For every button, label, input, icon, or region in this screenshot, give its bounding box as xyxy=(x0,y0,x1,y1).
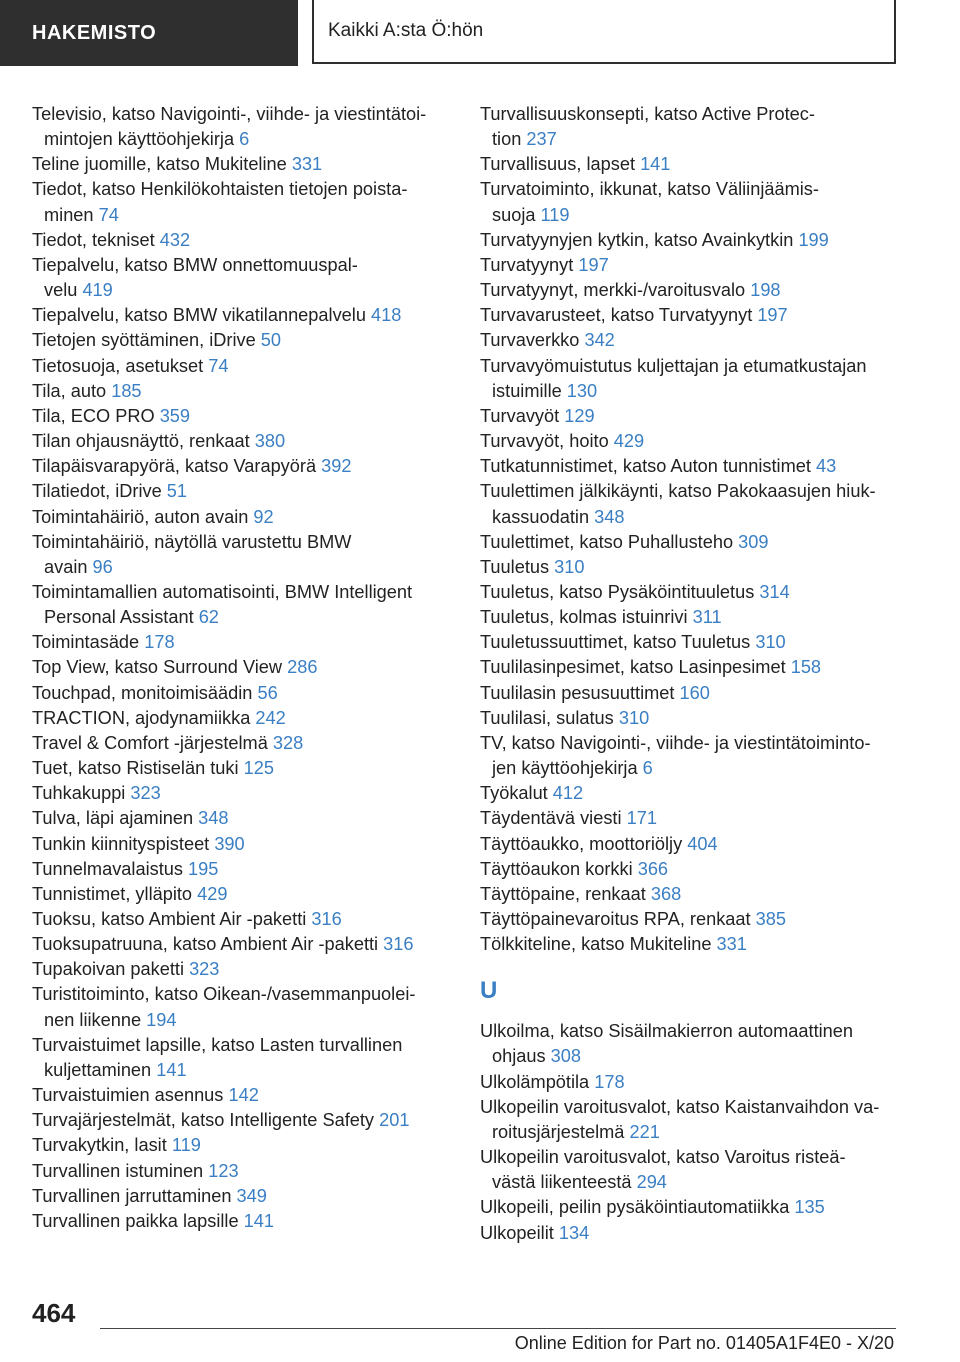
entry-text: Ulkoilma, katso Sisäilmakierron automaattinen xyxy=(480,1021,854,1042)
index-entry xyxy=(32,1184,462,1209)
entry-text: Turvallisuuskonsepti, katso Active Protec- xyxy=(480,104,815,124)
page-link[interactable]: 331 xyxy=(716,934,747,955)
entry-text: Täydentävä viesti xyxy=(480,808,622,829)
entry-text: Turvatyynyjen kytkin, katso Avainkytkin xyxy=(480,229,794,250)
page-link[interactable]: 62 xyxy=(198,607,219,628)
index-entry xyxy=(32,303,462,328)
entry-text: Tuet, katso Ristiselän tuki xyxy=(32,758,239,779)
entry-text: Tilapäisvarapyörä, katso Varapyörä xyxy=(32,456,317,477)
page-link[interactable]: 74 xyxy=(98,204,119,225)
index-entry xyxy=(32,1159,462,1184)
page-link[interactable]: 178 xyxy=(594,1071,625,1092)
entry-text: Tiepalvelu, katso BMW onnettomuuspal- xyxy=(32,254,358,275)
page-link[interactable]: 158 xyxy=(790,657,822,678)
entry-text: Tila, auto xyxy=(32,380,107,401)
entry-text: Turvatyynyt xyxy=(480,254,574,275)
entry-text: Tiedot, katso Henkilökohtaisten tietojen poista- xyxy=(32,179,408,200)
entry-text: Toimintasäde xyxy=(32,632,140,653)
page-link[interactable]: 119 xyxy=(540,204,570,225)
page-link[interactable]: 237 xyxy=(526,129,557,150)
entry-text: kassuodatin xyxy=(492,506,590,527)
footer-edition: Online Edition for Part no. 01405A1F4E0 - X/20 xyxy=(514,1333,894,1353)
index-entry xyxy=(32,655,462,680)
entry-text: TRACTION, ajodynamiikka xyxy=(32,707,251,728)
index-entry xyxy=(480,731,900,781)
entry-text: minen xyxy=(44,204,94,225)
page-link[interactable]: 308 xyxy=(550,1046,582,1067)
entry-text: Tuulilasi, sulatus xyxy=(480,707,614,728)
index-entry xyxy=(32,706,462,731)
index-entry xyxy=(32,102,462,152)
page-link[interactable]: 195 xyxy=(188,858,219,879)
page-link[interactable]: 429 xyxy=(613,431,645,452)
page-link[interactable]: 349 xyxy=(236,1185,267,1206)
index-entry xyxy=(480,278,900,303)
entry-text: mintojen käyttöohjekirja xyxy=(44,129,235,150)
page-link[interactable]: 404 xyxy=(687,833,718,854)
page-link[interactable]: 418 xyxy=(371,305,402,326)
page-link[interactable]: 221 xyxy=(629,1121,660,1142)
entry-text: Tutkatunnistimet, katso Auton tunnistimet xyxy=(480,456,811,477)
entry-text: Turvatoiminto, ikkunat, katso Väliinjäämis- xyxy=(480,179,819,200)
entry-text: Työkalut xyxy=(480,783,548,804)
entry-text: Tilan ohjausnäyttö, renkaat xyxy=(32,431,250,452)
index-entry xyxy=(480,454,900,479)
entry-text: Ulkopeilit xyxy=(480,1222,554,1243)
index-entry xyxy=(480,857,900,882)
index-entry xyxy=(32,806,462,831)
section-tab xyxy=(0,0,298,66)
entry-text: Tuulettimet, katso Puhallusteho xyxy=(480,531,734,552)
entry-text: Tuulettimen jälkikäynti, katso Pakokaasujen hiuk- xyxy=(480,481,876,502)
index-entry xyxy=(32,882,462,907)
entry-text: Turvajärjestelmät, katso Intelligente Safety xyxy=(32,1110,375,1131)
page-link[interactable]: 412 xyxy=(552,783,584,804)
index-entry xyxy=(32,530,462,580)
page-link[interactable]: 309 xyxy=(738,531,769,552)
index-group-t xyxy=(480,102,900,957)
index-entry xyxy=(32,479,462,504)
entry-text: Televisio, katso Navigointi-, viihde- ja viestintätoi- xyxy=(32,104,427,124)
page-link[interactable]: 242 xyxy=(255,707,286,728)
page-link[interactable]: 199 xyxy=(798,229,829,250)
index-entry xyxy=(32,228,462,253)
entry-text: nen liikenne xyxy=(44,1009,142,1030)
page-link[interactable]: 141 xyxy=(640,154,671,175)
index-entry xyxy=(480,429,900,454)
index-entry xyxy=(480,253,900,278)
page-link[interactable]: 171 xyxy=(626,808,657,829)
index-column-left xyxy=(32,102,462,1234)
entry-text: Turvallinen paikka lapsille xyxy=(32,1210,239,1231)
page-link[interactable]: 96 xyxy=(92,556,113,577)
index-entry xyxy=(480,102,900,152)
index-entry xyxy=(480,605,900,630)
index-entry xyxy=(32,152,462,177)
index-entry xyxy=(480,177,900,227)
entry-text: Turvallinen istuminen xyxy=(32,1160,204,1181)
page-link[interactable]: 310 xyxy=(755,632,786,653)
index-entry xyxy=(32,1133,462,1158)
page-link[interactable]: 432 xyxy=(159,229,191,250)
page-link[interactable]: 419 xyxy=(82,280,113,301)
index-column-right xyxy=(480,102,900,1246)
index-entry xyxy=(480,1070,900,1095)
page-link[interactable]: 429 xyxy=(197,883,228,904)
page-link[interactable]: 92 xyxy=(253,506,274,527)
section-title: HAKEMISTO xyxy=(32,21,157,44)
page-link[interactable]: 43 xyxy=(815,456,837,477)
index-entry xyxy=(32,932,462,957)
entry-text: jen käyttöohjekirja xyxy=(492,758,638,779)
index-entry xyxy=(32,731,462,756)
entry-text: Ulkolämpötila xyxy=(480,1071,590,1092)
entry-text: Turvavarusteet, katso Turvatyynyt xyxy=(480,305,753,326)
page-link[interactable]: 130 xyxy=(566,380,598,401)
breadcrumb xyxy=(312,0,896,64)
page-number: 464 xyxy=(32,1298,76,1328)
index-entry xyxy=(480,806,900,831)
entry-text: Tiepalvelu, katso BMW vikatilannepalvelu xyxy=(32,305,366,326)
page-link[interactable]: 160 xyxy=(679,682,710,703)
entry-text: suoja xyxy=(492,204,536,225)
entry-text: Tiedot, tekniset xyxy=(32,229,155,250)
index-entry xyxy=(480,655,900,680)
entry-text: västä liikenteestä xyxy=(492,1172,632,1193)
entry-text: Tuulilasinpesimet, katso Lasinpesimet xyxy=(480,657,786,678)
entry-text: ohjaus xyxy=(492,1046,546,1067)
page-link[interactable]: 310 xyxy=(554,556,585,577)
index-entry xyxy=(480,228,900,253)
index-entry xyxy=(32,328,462,353)
entry-text: Tuuletus, katso Pysäköintituuletus xyxy=(480,581,755,602)
index-entry xyxy=(480,706,900,731)
entry-text: Tuulilasin pesusuuttimet xyxy=(480,682,675,703)
page-link[interactable]: 348 xyxy=(198,808,229,829)
index-entry xyxy=(480,932,900,957)
page-link[interactable]: 6 xyxy=(642,758,653,779)
entry-text: Turistitoiminto, katso Oikean-/vasemmanpuolei- xyxy=(32,984,416,1005)
index-entry xyxy=(480,832,900,857)
entry-text: roitusjärjestelmä xyxy=(492,1121,625,1142)
page-link[interactable]: 197 xyxy=(578,254,609,275)
index-entry xyxy=(32,1033,462,1083)
entry-text: avain xyxy=(44,556,88,577)
entry-text: Tietosuoja, asetukset xyxy=(32,355,204,376)
entry-text: Ulkopeilin varoitusvalot, katso Varoitus risteä- xyxy=(480,1147,846,1168)
page-link[interactable]: 328 xyxy=(272,732,304,753)
index-entry xyxy=(480,354,900,404)
index-entry xyxy=(32,1083,462,1108)
entry-text: Turvaverkko xyxy=(480,330,580,351)
index-entry xyxy=(32,429,462,454)
entry-text: Tila, ECO PRO xyxy=(32,405,155,426)
entry-text: Tuoksupatruuna, katso Ambient Air -paketti xyxy=(32,934,379,955)
index-entry xyxy=(32,1209,462,1234)
page-link[interactable]: 323 xyxy=(189,959,220,980)
page-link[interactable]: 380 xyxy=(254,431,286,452)
entry-text: Tunkin kiinnityspisteet xyxy=(32,833,210,854)
entry-text: Tupakoivan paketti xyxy=(32,959,184,980)
page-link[interactable]: 185 xyxy=(111,380,142,401)
index-entry xyxy=(32,832,462,857)
entry-text: Turvallinen jarruttaminen xyxy=(32,1185,232,1206)
index-entry xyxy=(480,1221,900,1246)
page-link[interactable]: 286 xyxy=(287,657,318,678)
index-entry xyxy=(32,177,462,227)
index-entry xyxy=(480,479,900,529)
page-link[interactable]: 74 xyxy=(208,355,229,376)
index-entry xyxy=(480,580,900,605)
index-entry xyxy=(32,354,462,379)
entry-text: Tuoksu, katso Ambient Air -paketti xyxy=(32,909,307,929)
page-link[interactable]: 348 xyxy=(594,506,625,527)
index-entry xyxy=(32,982,462,1032)
section-letter: U xyxy=(480,977,498,1005)
page-link[interactable]: 56 xyxy=(257,682,278,703)
index-entry xyxy=(480,630,900,655)
index-entry xyxy=(32,907,462,932)
page-link[interactable]: 50 xyxy=(260,330,282,351)
entry-text: Tuuletussuuttimet, katso Tuuletus xyxy=(480,632,751,653)
page-link[interactable]: 134 xyxy=(558,1222,590,1243)
page-link[interactable]: 310 xyxy=(618,707,650,728)
entry-text: Tunnistimet, ylläpito xyxy=(32,883,193,904)
index-entry xyxy=(480,1145,900,1195)
entry-text: Turvallisuus, lapset xyxy=(480,154,635,175)
page-link[interactable]: 141 xyxy=(156,1059,187,1080)
page-link[interactable]: 135 xyxy=(794,1197,825,1218)
page-link[interactable]: 198 xyxy=(750,280,781,301)
entry-text: Turvavyöt, hoito xyxy=(480,431,609,452)
breadcrumb-label: Kaikki A:sta Ö:hön xyxy=(328,20,484,41)
entry-text: Toimintahäiriö, näytöllä varustettu BMW xyxy=(32,531,352,552)
entry-text: Touchpad, monitoimisäädin xyxy=(32,682,253,703)
page-link[interactable]: 125 xyxy=(243,758,274,779)
index-entry xyxy=(32,957,462,982)
page-link[interactable]: 6 xyxy=(239,129,250,150)
index-entry xyxy=(480,555,900,580)
index-entry xyxy=(32,505,462,530)
index-entry xyxy=(480,1019,900,1069)
entry-text: Tuuletus, kolmas istuinrivi xyxy=(480,607,688,628)
entry-text: Turvaistuimien asennus xyxy=(32,1085,224,1106)
entry-text: Tuhkakuppi xyxy=(32,783,126,804)
page-link[interactable]: 294 xyxy=(636,1172,667,1193)
page-link[interactable]: 178 xyxy=(144,632,175,653)
entry-text: Täyttöpainevaroitus RPA, renkaat xyxy=(480,909,751,929)
entry-text: Top View, katso Surround View xyxy=(32,657,283,678)
index-entry xyxy=(32,253,462,303)
page-link[interactable]: 316 xyxy=(311,909,342,929)
index-entry xyxy=(480,404,900,429)
page-link[interactable]: 359 xyxy=(159,405,191,426)
page-link[interactable]: 385 xyxy=(755,909,787,929)
page-link[interactable]: 201 xyxy=(379,1110,410,1131)
index-entry xyxy=(32,404,462,429)
entry-text: Toimintamallien automatisointi, BMW Intelligent xyxy=(32,581,413,602)
entry-text: Turvaistuimet lapsille, katso Lasten turvallinen xyxy=(32,1034,403,1055)
page-link[interactable]: 129 xyxy=(564,405,595,426)
entry-text: Täyttöaukon korkki xyxy=(480,858,633,879)
page-link[interactable]: 123 xyxy=(208,1160,239,1181)
page-link[interactable]: 51 xyxy=(166,481,188,502)
entry-text: istuimille xyxy=(492,380,562,401)
entry-text: Tulva, läpi ajaminen xyxy=(32,808,194,829)
index-entry xyxy=(480,781,900,806)
entry-text: Täyttöpaine, renkaat xyxy=(480,883,646,904)
index-entry xyxy=(32,580,462,630)
entry-text: Ulkopeili, peilin pysäköintiautomatiikka xyxy=(480,1197,790,1218)
index-entry xyxy=(480,907,900,932)
entry-text: Turvatyynyt, merkki-/varoitusvalo xyxy=(480,280,746,301)
page-link[interactable]: 314 xyxy=(759,581,790,602)
index-entry xyxy=(32,630,462,655)
entry-text: velu xyxy=(44,280,78,301)
page-link[interactable]: 142 xyxy=(228,1085,259,1106)
entry-text: Teline juomille, katso Mukiteline xyxy=(32,154,287,175)
index-entry xyxy=(32,781,462,806)
index-group-u xyxy=(480,1019,900,1245)
page-link[interactable]: 141 xyxy=(243,1210,274,1231)
index-entry xyxy=(32,756,462,781)
entry-text: kuljettaminen xyxy=(44,1059,152,1080)
index-entry xyxy=(480,882,900,907)
entry-text: Ulkopeilin varoitusvalot, katso Kaistanvaihdon va- xyxy=(480,1096,880,1117)
entry-text: Personal Assistant xyxy=(44,607,194,628)
page-link[interactable]: 366 xyxy=(637,858,669,879)
entry-text: TV, katso Navigointi-, viihde- ja viestintätoiminto- xyxy=(480,732,871,753)
entry-text: Tölkkiteline, katso Mukiteline xyxy=(480,934,712,955)
entry-text: tion xyxy=(492,129,522,150)
page-link[interactable]: 311 xyxy=(692,607,722,628)
footer-divider xyxy=(100,1328,896,1329)
entry-text: Turvakytkin, lasit xyxy=(32,1135,167,1156)
entry-text: Täyttöaukko, moottoriöljy xyxy=(480,833,683,854)
page-link[interactable]: 119 xyxy=(171,1135,201,1156)
index-entry xyxy=(480,328,900,353)
entry-text: Tietojen syöttäminen, iDrive xyxy=(32,330,256,351)
entry-text: Tuuletus xyxy=(480,556,550,577)
index-entry xyxy=(480,681,900,706)
index-entry xyxy=(480,152,900,177)
page-link[interactable]: 331 xyxy=(291,154,323,175)
page-link[interactable]: 390 xyxy=(214,833,245,854)
index-entry xyxy=(480,1195,900,1220)
index-entry xyxy=(480,1095,900,1145)
page-link[interactable]: 392 xyxy=(321,456,352,477)
entry-text: Tilatiedot, iDrive xyxy=(32,481,162,502)
page-link[interactable]: 323 xyxy=(130,783,161,804)
page-link[interactable]: 342 xyxy=(584,330,615,351)
page-link[interactable]: 197 xyxy=(757,305,788,326)
index-entry xyxy=(32,857,462,882)
entry-text: Turvavyömuistutus kuljettajan ja etumatkustajan xyxy=(480,355,867,376)
index-entry xyxy=(480,303,900,328)
entry-text: Travel & Comfort -järjestelmä xyxy=(32,732,268,753)
index-entry xyxy=(32,379,462,404)
entry-text: Tunnelmavalaistus xyxy=(32,858,183,879)
index-entry xyxy=(480,530,900,555)
page-link[interactable]: 316 xyxy=(383,934,414,955)
index-entry xyxy=(32,454,462,479)
index-entry xyxy=(32,1108,462,1133)
page-link[interactable]: 368 xyxy=(650,883,682,904)
entry-text: Turvavyöt xyxy=(480,405,560,426)
page-link[interactable]: 194 xyxy=(146,1009,177,1030)
entry-text: Toimintahäiriö, auton avain xyxy=(32,506,249,527)
index-entry xyxy=(32,681,462,706)
